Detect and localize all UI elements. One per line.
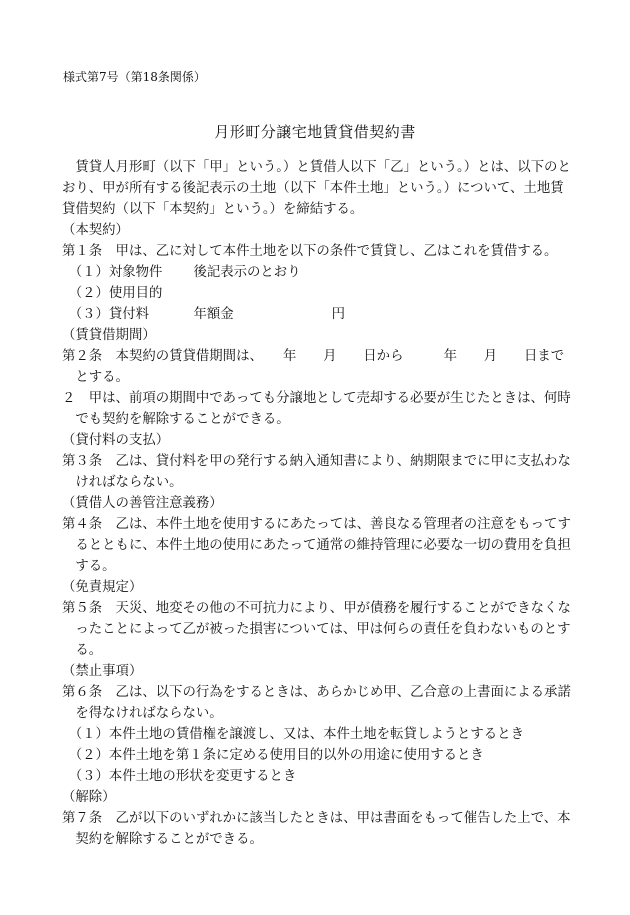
body-line: る。 bbox=[62, 643, 103, 658]
form-number: 様式第7号（第18条関係） bbox=[63, 70, 206, 84]
section-heading: （貸付料の支払） bbox=[62, 433, 170, 448]
body-line: 賃貸人月形町（以下「甲」という。）と賃借人以下「乙」という。）とは、以下のと bbox=[62, 160, 571, 175]
section-heading: （禁止事項） bbox=[62, 664, 143, 679]
article-line: 第６条 乙は、以下の行為をするときは、あらかじめ甲、乙合意の上書面による承諾 bbox=[62, 685, 571, 700]
section-heading: （解除） bbox=[62, 790, 116, 805]
section-heading: （賃貸借期間） bbox=[62, 328, 156, 343]
body-line: おり、甲が所有する後記表示の土地（以下「本件土地」という。）について、土地賃 bbox=[62, 181, 564, 196]
article-line: 第２条 本契約の賃貸借期間は、 年 月 日から 年 月 日まで bbox=[62, 349, 565, 364]
body-line: るとともに、本件土地の使用にあたって通常の維持管理に必要な一切の費用を負担 bbox=[62, 538, 571, 553]
list-item: （２）使用目的 bbox=[62, 286, 163, 301]
article-line: 第４条 乙は、本件土地を使用するにあたっては、善良なる管理者の注意をもってす bbox=[62, 517, 571, 532]
article-line: 第１条 甲は、乙に対して本件土地を以下の条件で賃貸し、乙はこれを賃借する。 bbox=[62, 244, 558, 259]
list-item: （２）本件土地を第１条に定める使用目的以外の用途に使用するとき bbox=[62, 748, 484, 763]
body-line: とする。 bbox=[62, 370, 129, 385]
section-heading: （本契約） bbox=[62, 223, 129, 238]
body-line: 契約を解除することができる。 bbox=[62, 832, 263, 847]
list-item: （３）貸付料 年額金 円 bbox=[62, 307, 346, 322]
article-line: 第５条 天災、地変その他の不可抗力により、甲が債務を履行することができなくな bbox=[62, 601, 571, 616]
body-line: でも契約を解除することができる。 bbox=[62, 412, 290, 427]
body-line: 貸借契約（以下「本契約」という。）を締結する。 bbox=[62, 202, 364, 217]
body-line: ったことによって乙が被った損害については、甲は何らの責任を負わないものとす bbox=[62, 622, 571, 637]
body-line: ければならない。 bbox=[62, 475, 183, 490]
section-heading: （免責規定） bbox=[62, 580, 143, 595]
list-item: （１）対象物件 後記表示のとおり bbox=[62, 265, 301, 280]
list-item: （１）本件土地の賃借権を譲渡し、又は、本件土地を転貸しようとするとき bbox=[62, 727, 524, 742]
body-line: を得なければならない。 bbox=[62, 706, 223, 721]
body-line: する。 bbox=[62, 559, 116, 574]
paragraph-line: ２ 甲は、前項の期間中であっても分譲地として売却する必要が生じたときは、何時 bbox=[62, 391, 571, 406]
article-line: 第３条 乙は、貸付料を甲の発行する納入通知書により、納期限までに甲に支払わな bbox=[62, 454, 571, 469]
document-title: 月形町分譲宅地賃貸借契約書 bbox=[214, 123, 416, 141]
article-line: 第７条 乙が以下のいずれかに該当したときは、甲は書面をもって催告した上で、本 bbox=[62, 811, 571, 826]
list-item: （３）本件土地の形状を変更するとき bbox=[62, 769, 297, 784]
section-heading: （賃借人の善管注意義務） bbox=[62, 496, 223, 511]
